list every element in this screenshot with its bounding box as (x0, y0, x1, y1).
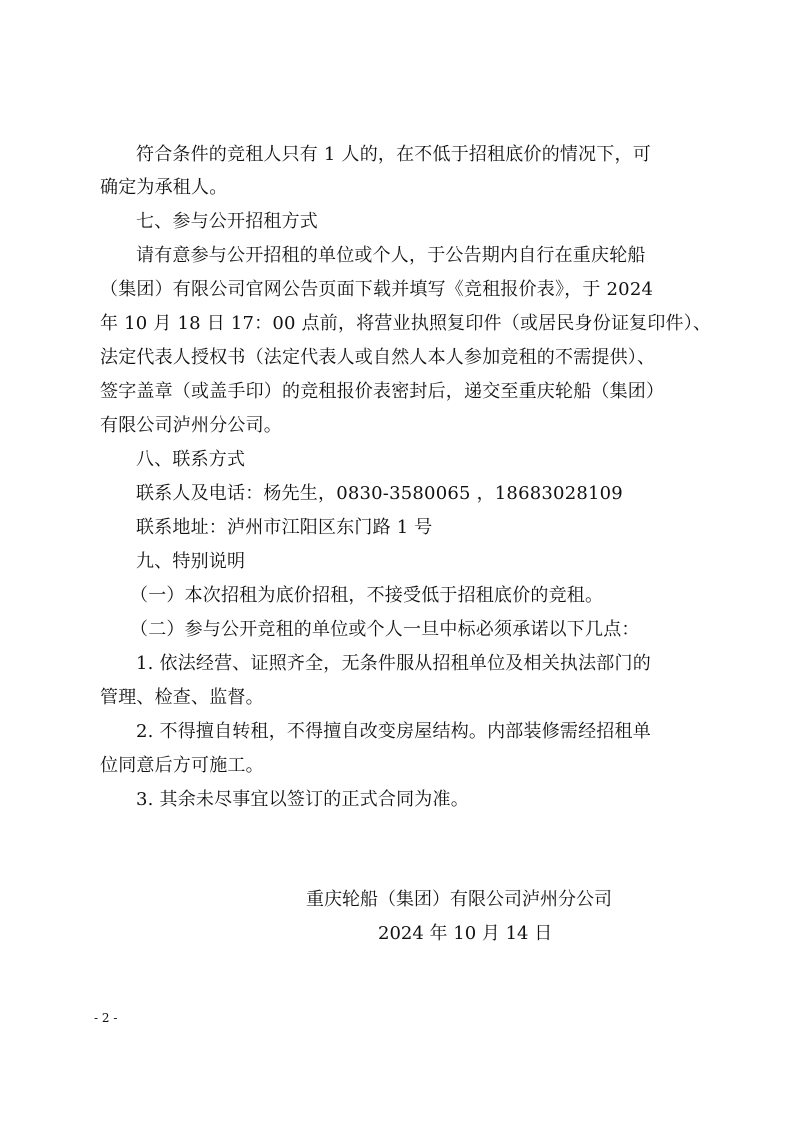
paragraph-line: 签字盖章（或盖手印）的竞租报价表密封后，递交至重庆轮船（集团） (100, 381, 665, 402)
paragraph-line: 请有意参与公开招租的单位或个人，于公告期内自行在重庆轮船 (136, 245, 646, 266)
paragraph-line: 有限公司泸州分公司。 (100, 415, 282, 436)
list-item-2-line: 2. 不得擅自转租，不得擅自改变房屋结构。内部装修需经招租单 (136, 721, 651, 742)
paragraph-line: 法定代表人授权书（法定代表人或自然人本人参加竞租的不需提供）、 (100, 347, 656, 368)
paragraph-line: 确定为承租人。 (100, 177, 228, 198)
section-heading-7: 七、参与公开招租方式 (136, 211, 318, 232)
contact-phone: 联系人及电话：杨先生，0830-3580065 ，18683028109 (136, 483, 623, 504)
section-heading-8: 八、联系方式 (136, 449, 246, 470)
list-item-1-line: 1. 依法经营、证照齐全，无条件服从招租单位及相关执法部门的 (136, 653, 651, 674)
signature-date: 2024 年 10 月 14 日 (378, 923, 553, 944)
signature-organization: 重庆轮船（集团）有限公司泸州分公司 (306, 889, 612, 910)
page-number: - 2 - (94, 1011, 118, 1025)
paragraph-line: （集团）有限公司官网公告页面下载并填写《竞租报价表》，于 2024 (100, 279, 654, 300)
list-item-1-line: 管理、检查、监督。 (100, 687, 264, 708)
list-item-3: 3. 其余未尽事宜以签订的正式合同为准。 (136, 789, 469, 810)
paragraph-line: 符合条件的竞租人只有 1 人的，在不低于招租底价的情况下，可 (136, 144, 651, 165)
special-note-1: （一）本次招租为底价招租，不接受低于招租底价的竞租。 (130, 585, 604, 606)
special-note-2: （二）参与公开竞租的单位或个人一旦中标必须承诺以下几点： (130, 619, 640, 640)
contact-address: 联系地址：泸州市江阳区东门路 1 号 (136, 517, 433, 538)
paragraph-line: 年 10 月 18 日 17：00 点前，将营业执照复印件（或居民身份证复印件）、 (100, 313, 712, 334)
section-heading-9: 九、特别说明 (136, 551, 246, 572)
list-item-2-line: 位同意后方可施工。 (100, 755, 264, 776)
